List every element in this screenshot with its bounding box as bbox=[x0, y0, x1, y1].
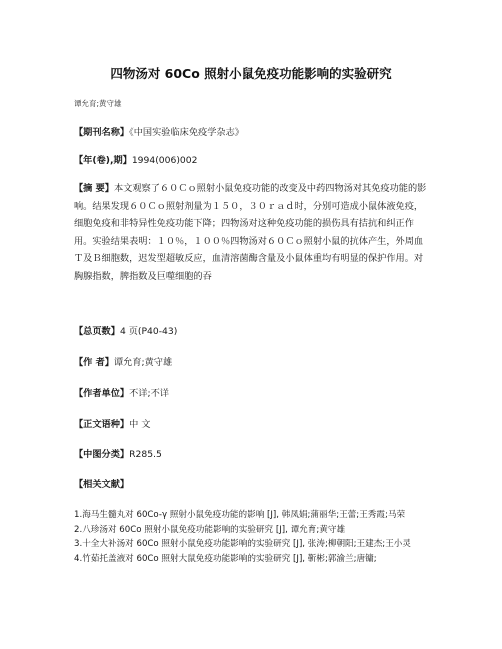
author-value: 谭允育;黄守雄 bbox=[113, 357, 173, 368]
author-field bbox=[74, 354, 430, 371]
abstract-label: 【摘 要】 bbox=[74, 183, 114, 194]
language-value: 中 文 bbox=[129, 419, 151, 430]
affiliation-label: 【作者单位】 bbox=[74, 388, 130, 399]
year-field bbox=[74, 152, 430, 169]
journal-label: 【期刊名称】 bbox=[74, 127, 130, 138]
year-label: 【年(卷),期】 bbox=[74, 155, 132, 166]
pages-label: 【总页数】 bbox=[74, 326, 120, 337]
year-value: 1994(006)002 bbox=[131, 155, 198, 166]
related-item[interactable]: 2.八珍汤对 60Co 照射小鼠免疫功能影响的实验研究 [J], 谭允育;黄守雄 bbox=[74, 524, 346, 535]
related-label: 【相关文献】 bbox=[74, 479, 130, 490]
pages-field bbox=[74, 323, 430, 340]
related-item[interactable]: 4.竹茹托盖液对 60Co 照射大鼠免疫功能影响的实验研究 [J], 靳彬;郭渝兰;唐镛; bbox=[74, 553, 377, 564]
author-label: 【作 者】 bbox=[74, 357, 114, 368]
related-item[interactable]: 1.海马生髓丸对 60Co-γ 照射小鼠免疫功能的影响 [J], 韩凤娟;蒲丽华;王蕾;王秀霞;马荣 bbox=[74, 510, 406, 520]
language-label: 【正文语种】 bbox=[74, 419, 130, 430]
related-item[interactable]: 3.十全大补汤对 60Co 照射小鼠免疫功能影响的实验研究 [J], 张涛;柳朝阳;王建杰;王小灵 bbox=[74, 539, 411, 550]
abstract-text: 本文观察了６０Ｃｏ照射小鼠免疫功能的改变及中药四物汤对其免疫功能的影响。结果发现６０Ｃｏ照射剂量为１５０，３０ｒａｄ时，分别可造成小鼠体液免疫，细胞免疫和非特异性免疫功能下降；四物汤对这种免疫功能的损伤具有拮抗和纠正作用。实验结果表明：１０％，１００％四物汤对６０Ｃｏ照射小鼠的抗体产生，外周血Ｔ及Ｂ细胞数，迟发型超敏反应，血清溶菌酶含量及小鼠体重均有明显的保护作用。对胸腺指数，脾指数及巨噬细胞的吞 bbox=[74, 183, 427, 282]
affiliation-value: 不详;不详 bbox=[129, 388, 169, 399]
classification-value: R285.5 bbox=[129, 449, 162, 460]
related-list bbox=[74, 508, 434, 566]
journal-field bbox=[74, 124, 430, 141]
abstract-field bbox=[74, 180, 430, 285]
classification-label: 【中图分类】 bbox=[74, 449, 130, 460]
pages-value: 4 页(P40-43) bbox=[119, 326, 178, 337]
affiliation-field bbox=[74, 385, 430, 402]
author-line: 谭允育;黄守雄 bbox=[74, 99, 122, 108]
document-title: 四物汤对 60Co 照射小鼠免疫功能影响的实验研究 bbox=[110, 66, 392, 81]
journal-value: 《中国实验临床免疫学杂志》 bbox=[129, 127, 244, 138]
related-heading bbox=[74, 476, 430, 493]
language-field bbox=[74, 416, 430, 433]
classification-field bbox=[74, 446, 430, 463]
